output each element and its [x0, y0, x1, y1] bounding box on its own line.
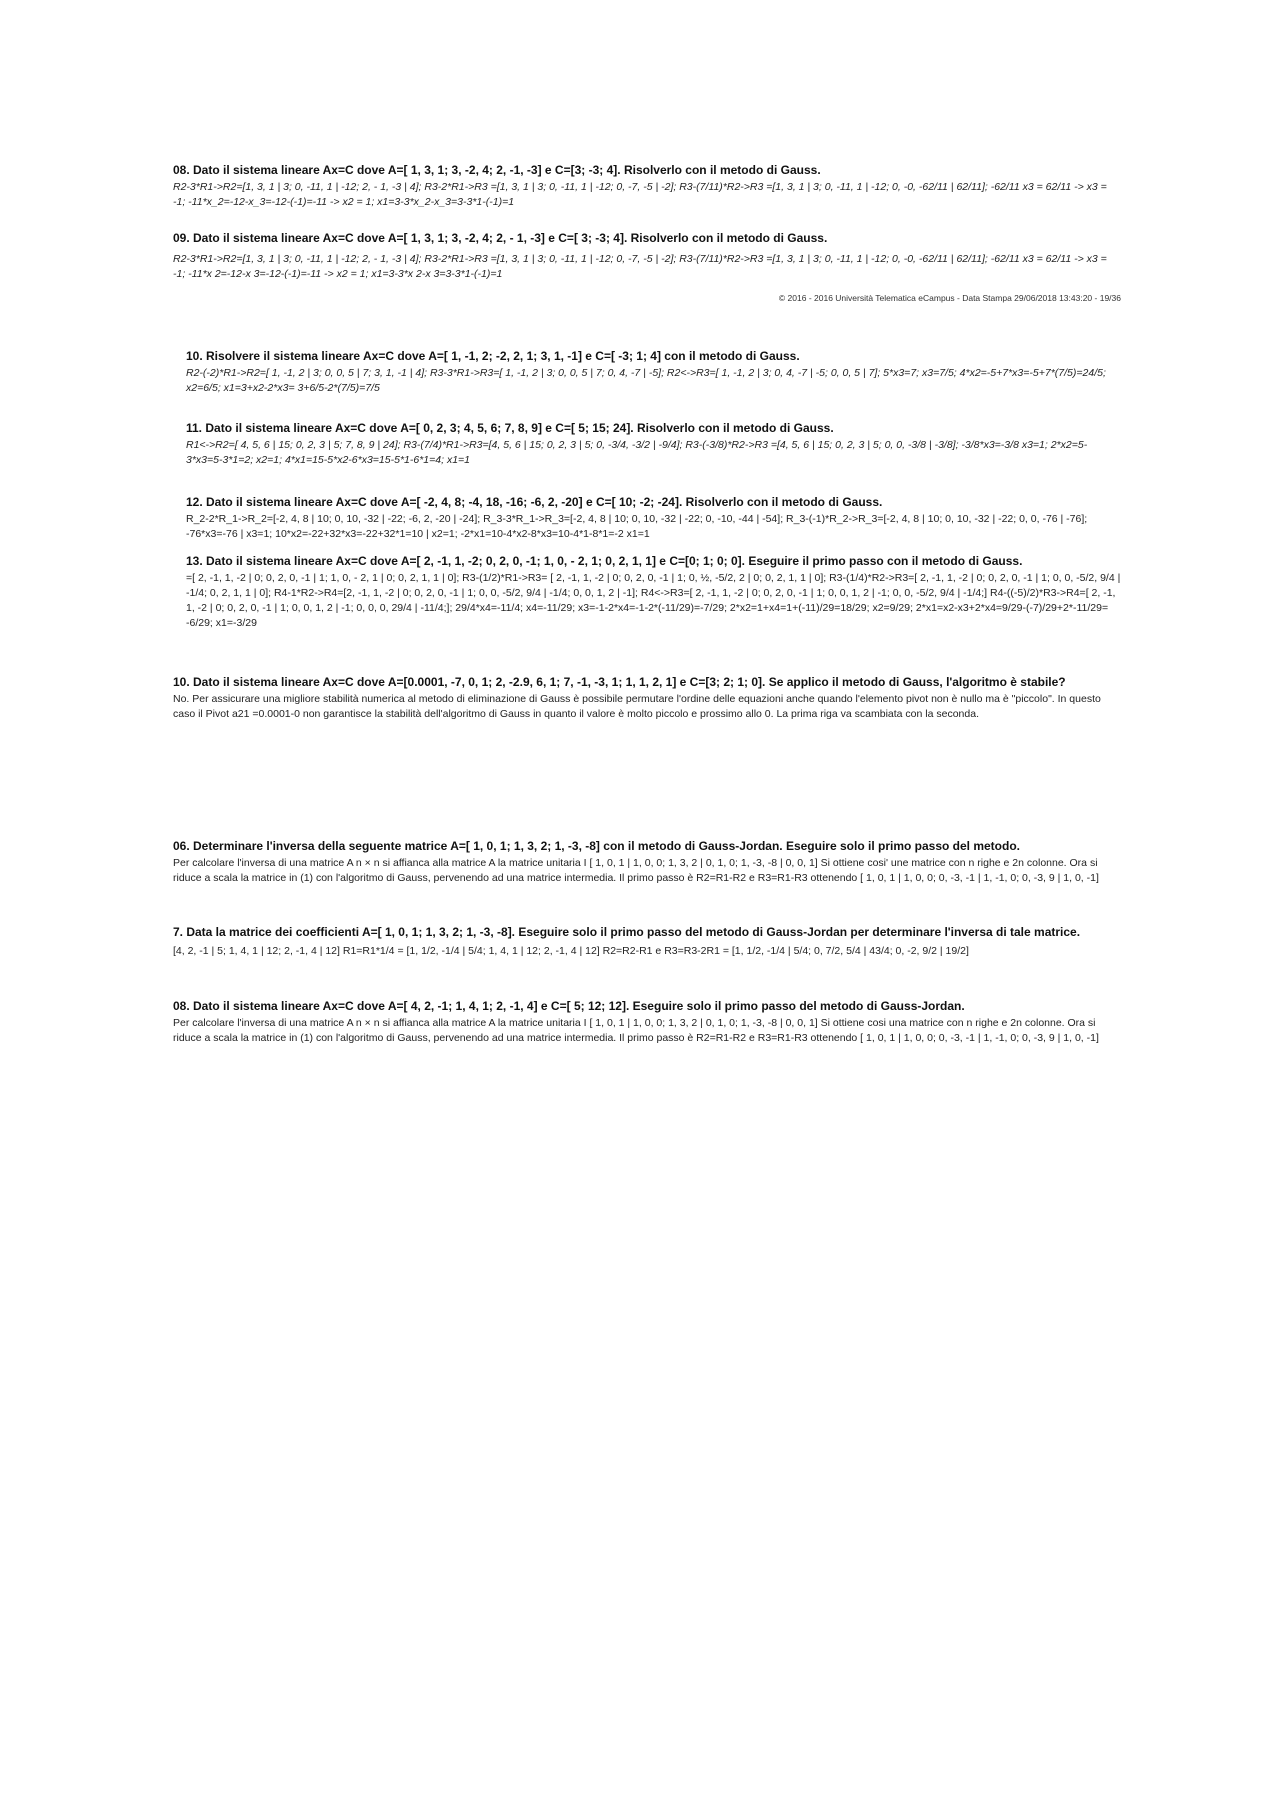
answer-text: R2-3*R1->R2=[1, 3, 1 | 3; 0, -11, 1 | -12; 2, - 1, -3 | 4]; R3-2*R1->R3 =[1, 3, 1 | 3; 0, -11, 1 | -12; 0, -7, -5 | -2]; R3-(7/11)*R2->R3 =[1, 3, 1 | 3; 0, -11, 1 | -12; 0, -0, -62/11 | 62/11]; -62/11 x3 = 62/11 -> x3 = -1; -11*x 2=-12-x 3=-12-(-1)=-11 -> x2 = 1; x1=3-3*x 2-x 3=3-3*1-(-1)=1 [173, 253, 1107, 280]
exercise-12 [186, 494, 1121, 542]
question-text: 06. Determinare l'inversa della seguente matrice A=[ 1, 0, 1; 1, 3, 2; 1, -3, -8] con il metodo di Gauss-Jordan. Eseguire solo il primo passo del metodo. [173, 839, 1021, 853]
exercise-06-inverse [173, 838, 1121, 886]
question-text: 10. Dato il sistema lineare Ax=C dove A=[0.0001, -7, 0, 1; 2, -2.9, 6, 1; 7, -1, -3, 1; 1, 1, 2, 1] e C=[3; 2; 1; 0]. Se applico il metodo di Gauss, l'algoritmo è stabile? [173, 675, 1066, 689]
exercise-08-gauss-jordan [173, 998, 1121, 1046]
page-footer: © 2016 - 2016 Università Telematica eCampus - Data Stampa 29/06/2018 13:43:20 - 19/36 [778, 293, 1121, 303]
answer-text: =[ 2, -1, 1, -2 | 0; 0, 2, 0, -1 | 1; 1, 0, - 2, 1 | 0; 0, 2, 1, 1 | 0]; R3-(1/2)*R1->R3= [ 2, -1, 1, -2 | 0; 0, 2, 0, -1 | 1; 0, ½, -5/2, 2 | 0; 0, 2, 1, 1 | 0]; R3-(1/4)*R2->R3=[ 2, -1, 1, -2 | 0; 0, 2, 0, -1 | 1; 0, 0, -5/2, 9/4 | -1/4; 0, 2, 1, 1 | 0]; R4-1*R2->R4=[2, -1, 1, -2 | 0; 0, 2, 0, -1 | 1; 0, 0, -5/2, 9/4 | -1/4; 0, 0, 1, 2 | -1]; R4<->R3=[ 2, -1, 1, -2 | 0; 0, 2, 0, -1 | 1; 0, 0, 1, 2 | -1; 0, 0, -5/2, 9/4 | -1/4;] R4-((-5)/2)*R3->R4=[ 2, -1, 1, -2 | 0; 0, 2, 0, -1 | 1; 0, 0, 1, 2 | -1; 0, 0, 0, 29/4 | -11/4;]; 29/4*x4=-11/4; x4=-11/29; x3=-1-2*x4=-1-2*(-11/29)=-7/29; 2*x2=1+x4=1+(-11)/29=18/29; x2=9/29; 2*x1=x2-x3+2*x4=9/29-(-7)/29+2*-11/29= -6/29; x1=-3/29 [186, 572, 1121, 629]
question-text: 13. Dato il sistema lineare Ax=C dove A=[ 2, -1, 1, -2; 0, 2, 0, -1; 1, 0, - 2, 1; 0, 2, 1, 1] e C=[0; 1; 0; 0]. Eseguire il primo passo con il metodo di Gauss. [186, 554, 1023, 568]
answer-text: R1<->R2=[ 4, 5, 6 | 15; 0, 2, 3 | 5; 7, 8, 9 | 24]; R3-(7/4)*R1->R3=[4, 5, 6 | 15; 0, 2, 3 | 5; 0, -3/4, -3/2 | -9/4]; R3-(-3/8)*R2->R3 =[4, 5, 6 | 15; 0, 2, 3 | 5; 0, 0, -3/8 | -3/8]; -3/8*x3=-3/8 x3=1; 2*x2=5-3*x3=5-3*1=2; x2=1; 4*x1=15-5*x2-6*x3=15-5*1-6*1=4; x1=1 [186, 439, 1088, 466]
exercise-07-inverse [173, 924, 1121, 959]
question-text: 09. Dato il sistema lineare Ax=C dove A=[ 1, 3, 1; 3, -2, 4; 2, - 1, -3] e C=[ 3; -3; 4]. Risolverlo con il metodo di Gauss. [173, 231, 828, 245]
answer-text: No. Per assicurare una migliore stabilità numerica al metodo di eliminazione di Gauss è possibile permutare l'ordine delle equazioni anche quando l'elemento pivot non è nullo ma è "piccolo". In questo caso il Pivot a21 =0.0001-0 non garantisce la stabilità dell'algoritmo di Gauss in quanto il valore è molto piccolo e prossimo allo 0. La prima riga va scambiata con la seconda. [173, 693, 1101, 720]
exercise-11 [186, 420, 1121, 468]
question-text: 7. Data la matrice dei coefficienti A=[ 1, 0, 1; 1, 3, 2; 1, -3, -8]. Eseguire solo il primo passo del metodo di Gauss-Jordan per determinare l'inversa di tale matrice. [173, 925, 1081, 939]
answer-text: R2-3*R1->R2=[1, 3, 1 | 3; 0, -11, 1 | -12; 2, - 1, -3 | 4]; R3-2*R1->R3 =[1, 3, 1 | 3; 0, -11, 1 | -12; 0, -7, -5 | -2]; R3-(7/11)*R2->R3 =[1, 3, 1 | 3; 0, -11, 1 | -12; 0, -0, -62/11 | 62/11]; -62/11 x3 = 62/11 -> x3 = -1; -11*x_2=-12-x_3=-12-(-1)=-11 -> x2 = 1; x1=3-3*x_2-x_3=3-3*1-(-1)=1 [173, 181, 1107, 208]
question-text: 11. Dato il sistema lineare Ax=C dove A=[ 0, 2, 3; 4, 5, 6; 7, 8, 9] e C=[ 5; 15; 24]. Risolverlo con il metodo di Gauss. [186, 421, 834, 435]
question-text: 12. Dato il sistema lineare Ax=C dove A=[ -2, 4, 8; -4, 18, -16; -6, 2, -20] e C=[ 10; -2; -24]. Risolverlo con il metodo di Gauss. [186, 495, 883, 509]
exercise-10-stability [173, 674, 1121, 722]
answer-text: Per calcolare l'inversa di una matrice A n × n si affianca alla matrice A la matrice unitaria I [ 1, 0, 1 | 1, 0, 0; 1, 3, 2 | 0, 1, 0; 1, -3, -8 | 0, 0, 1] Si ottiene cosi' une matrice con n righe e 2n colonne. Ora si riduce a scala la matrice in (1) con l'algoritmo di Gauss, pervenendo ad una matrice intermedia. Il primo passo è R2=R1-R2 e R3=R1-R3 ottenendo [ 1, 0, 1 | 1, 0, 0; 0, -3, -1 | 1, -1, 0; 0, -3, 9 | 1, 0, -1] [173, 857, 1099, 884]
answer-text: R2-(-2)*R1->R2=[ 1, -1, 2 | 3; 0, 0, 5 | 7; 3, 1, -1 | 4]; R3-3*R1->R3=[ 1, -1, 2 | 3; 0, 0, 5 | 7; 0, 4, -7 | -5]; R2<->R3=[ 1, -1, 2 | 3; 0, 4, -7 | -5; 0, 0, 5 | 7]; 5*x3=7; x3=7/5; 4*x2=-5+7*x3=-5+7*(7/5)=24/5; x2=6/5; x1=3+x2-2*x3= 3+6/5-2*(7/5)=7/5 [186, 367, 1106, 394]
exercise-13 [186, 553, 1121, 631]
answer-text: R_2-2*R_1->R_2=[-2, 4, 8 | 10; 0, 10, -32 | -22; -6, 2, -20 | -24]; R_3-3*R_1->R_3=[-2, 4, 8 | 10; 0, 10, -32 | -22; 0, -10, -44 | -54]; R_3-(-1)*R_2->R_3=[-2, 4, 8 | 10; 0, 10, -32 | -22; 0, 0, -76 | -76]; -76*x3=-76 | x3=1; 10*x2=-22+32*x3=-22+32*1=10 | x2=1; -2*x1=10-4*x2-8*x3=10-4*1-8*1=-2 x1=1 [186, 513, 1088, 540]
exercise-10 [186, 348, 1121, 396]
question-text: 08. Dato il sistema lineare Ax=C dove A=[ 4, 2, -1; 1, 4, 1; 2, -1, 4] e C=[ 5; 12; 12]. Eseguire solo il primo passo del metodo di Gauss-Jordan. [173, 999, 965, 1013]
exercise-08 [173, 162, 1121, 210]
question-text: 10. Risolvere il sistema lineare Ax=C dove A=[ 1, -1, 2; -2, 2, 1; 3, 1, -1] e C=[ -3; 1; 4] con il metodo di Gauss. [186, 349, 800, 363]
answer-text: Per calcolare l'inversa di una matrice A n × n si affianca alla matrice A la matrice unitaria I [ 1, 0, 1 | 1, 0, 0; 1, 3, 2 | 0, 1, 0; 1, -3, -8 | 0, 0, 1] Si ottiene cosi una matrice con n righe e 2n colonne. Ora si riduce a scala la matrice in (1) con l'algoritmo di Gauss, pervenendo ad una matrice intermedia. Il primo passo è R2=R1-R2 e R3=R1-R3 ottenendo [ 1, 0, 1 | 1, 0, 0; 0, -3, -1 | 1, -1, 0; 0, -3, 9 | 1, 0, -1] [173, 1017, 1099, 1044]
answer-text: [4, 2, -1 | 5; 1, 4, 1 | 12; 2, -1, 4 | 12] R1=R1*1/4 = [1, 1/2, -1/4 | 5/4; 1, 4, 1 | 12; 2, -1, 4 | 12] R2=R2-R1 e R3=R3-2R1 = [1, 1/2, -1/4 | 5/4; 0, 7/2, 5/4 | 43/4; 0, -2, 9/2 | 19/2] [173, 945, 969, 957]
question-text: 08. Dato il sistema lineare Ax=C dove A=[ 1, 3, 1; 3, -2, 4; 2, -1, -3] e C=[3; -3; 4]. Risolverlo con il metodo di Gauss. [173, 163, 821, 177]
exercise-09 [173, 230, 1121, 282]
